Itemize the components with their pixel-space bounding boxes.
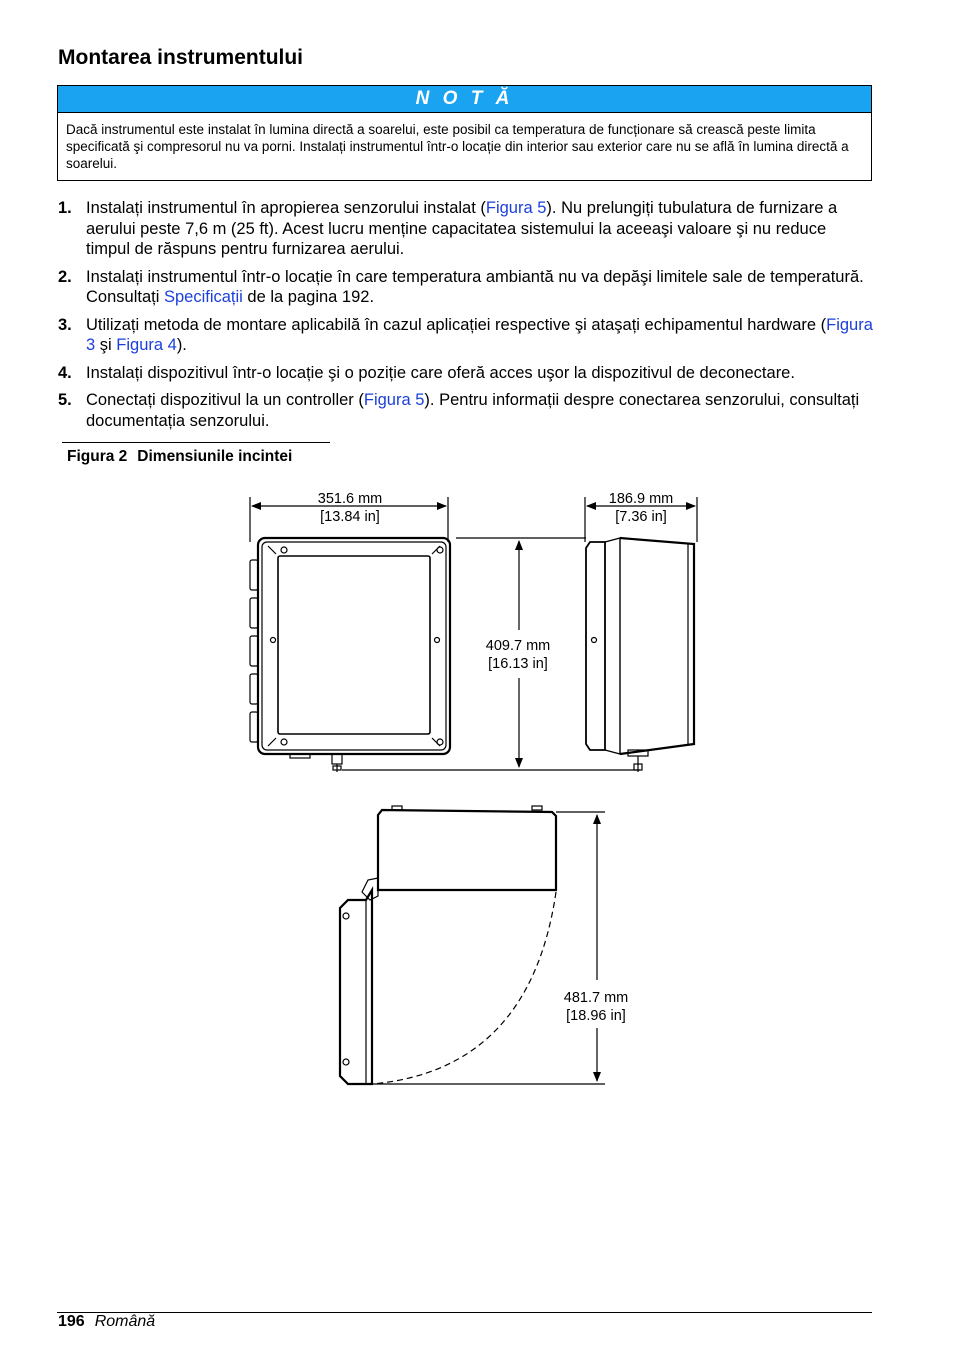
enclosure-dimension-drawing bbox=[0, 480, 954, 1100]
step-number: 2. bbox=[58, 267, 72, 286]
figure-label: Figura 2 bbox=[67, 448, 128, 465]
width-mm-label: 351.6 mm bbox=[317, 491, 383, 507]
footer-rule bbox=[57, 1312, 872, 1313]
height-in-label: [16.13 in] bbox=[488, 656, 548, 672]
step-4: 4. Instalați dispozitivul într-o locație şi o poziție care oferă acces uşor la dispozitivul de deconectare. bbox=[58, 363, 795, 382]
link-figura-5[interactable]: Figura 5 bbox=[363, 391, 425, 409]
link-figura-4[interactable]: Figura 4 bbox=[116, 336, 177, 354]
height-dimension bbox=[342, 538, 640, 770]
link-figura-3[interactable]: Figura 3 bbox=[86, 315, 873, 354]
note-title: N O T Ă bbox=[58, 86, 871, 113]
step-3: 3. Utilizați metoda de montare aplicabilă în cazul aplicației respective şi ataşați echipamentul hardware (Figura 3 şi Figura 4). bbox=[58, 315, 873, 354]
figure-caption bbox=[67, 448, 292, 466]
door-in-label: [18.96 in] bbox=[566, 1008, 626, 1024]
link-figura-5[interactable]: Figura 5 bbox=[485, 199, 547, 217]
page-title: Montarea instrumentului bbox=[58, 46, 304, 69]
link-specificatii[interactable]: Specificații bbox=[163, 288, 243, 306]
note-text: Dacă instrumentul este instalat în lumina directă a soarelui, este posibil ca temperatura de funcționare să crească peste limita specificată şi compresorul nu va porni. Instalați instrumentul într-o locație din interior sau exterior care nu se află în lumina directă a soarelui. bbox=[66, 122, 849, 171]
footer-language: Română bbox=[94, 1313, 156, 1330]
note-box bbox=[57, 85, 872, 181]
step-1: 1. Instalați instrumentul în apropierea senzorului instalat (Figura 5). Nu prelungiți tubulatura de furnizare a aerului peste 7,6 m (25 ft). Acest lucru menține capacitatea sistemului la aceeaşi valoare şi nu reduce timpul de răspuns pentru furnizarea aerului. bbox=[58, 199, 838, 258]
door-mm-label: 481.7 mm bbox=[563, 990, 629, 1006]
depth-mm-label: 186.9 mm bbox=[608, 491, 674, 507]
side-view bbox=[585, 497, 697, 772]
installation-steps bbox=[58, 198, 873, 438]
depth-in-label: [7.36 in] bbox=[615, 509, 667, 525]
step-number: 5. bbox=[58, 391, 72, 409]
step-5: 5. Conectați dispozitivul la un controller (Figura 5). Pentru informații despre conectarea senzorului, consultați documentația senzorului. bbox=[58, 391, 860, 430]
step-2: 2. Instalați instrumentul într-o locație în care temperatura ambiantă nu va depăşi limitele sale de temperatură. Consultați Specificații de la pagina 192. bbox=[58, 267, 864, 306]
step-number: 4. bbox=[58, 363, 72, 382]
page-footer bbox=[58, 1313, 155, 1331]
step-number: 3. bbox=[58, 315, 72, 334]
figure-title: Dimensiunile incintei bbox=[137, 448, 293, 465]
page-number: 196 bbox=[58, 1313, 85, 1330]
width-in-label: [13.84 in] bbox=[320, 509, 380, 525]
front-view bbox=[250, 497, 450, 772]
top-view bbox=[340, 806, 605, 1084]
height-mm-label: 409.7 mm bbox=[485, 638, 551, 654]
figure-rule bbox=[62, 442, 330, 443]
step-number: 1. bbox=[58, 199, 72, 217]
